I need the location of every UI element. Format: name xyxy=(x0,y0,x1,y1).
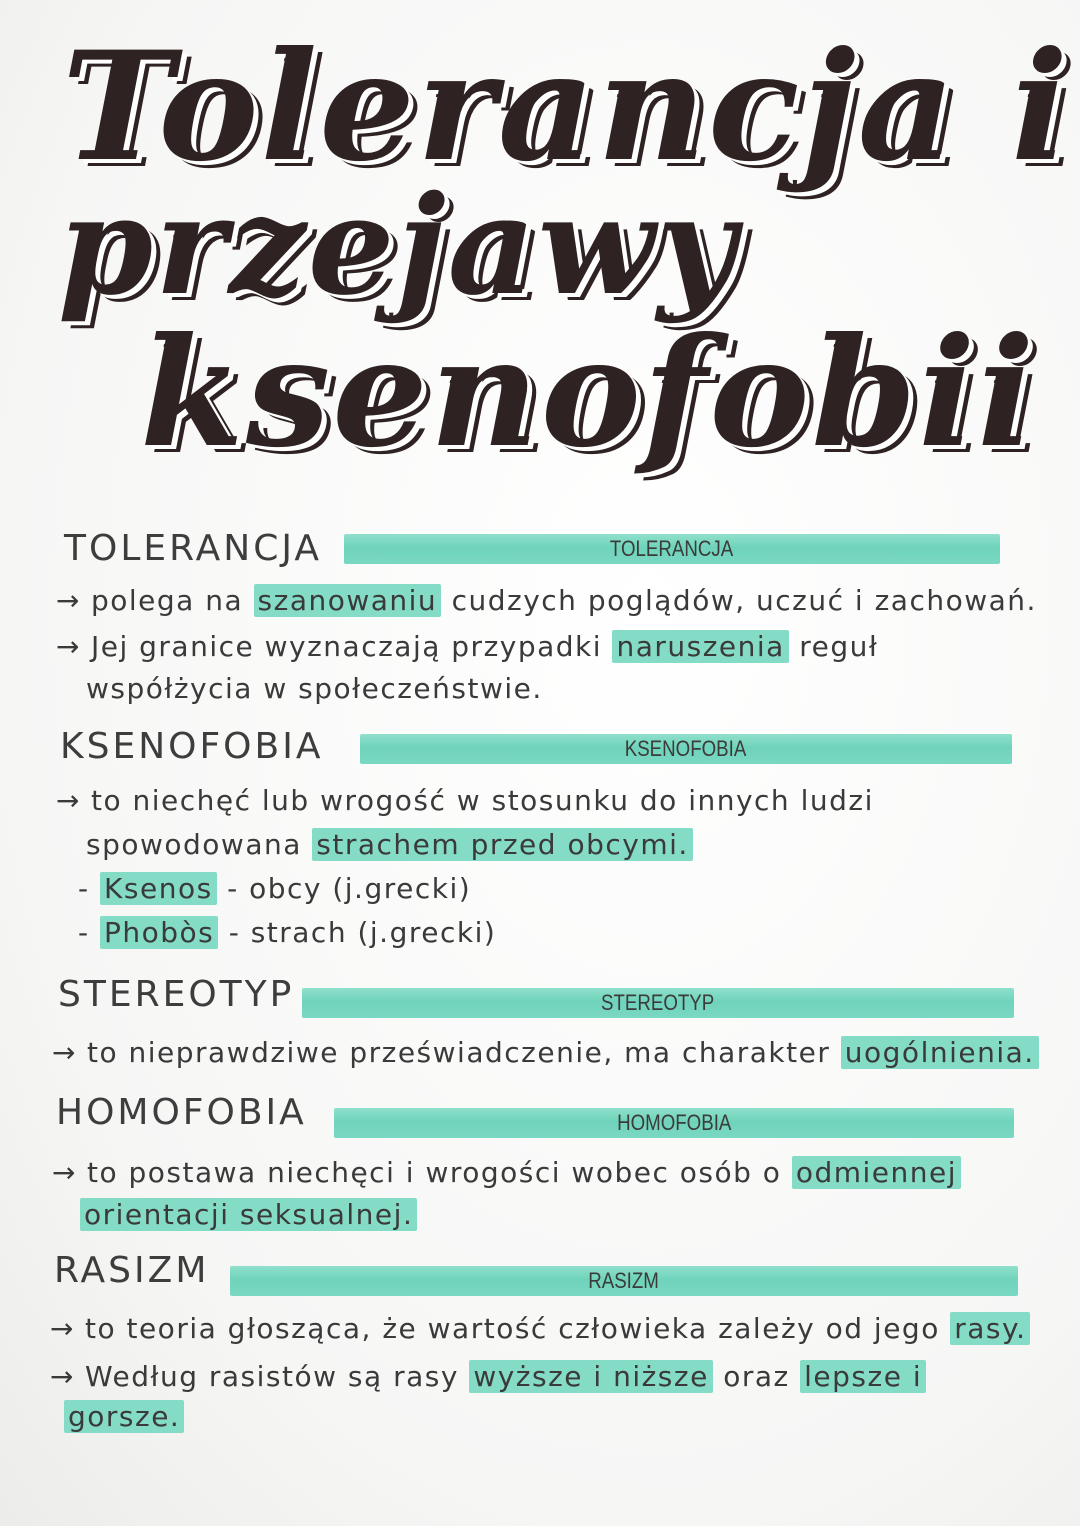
band-label-stereotyp: STEREOTYP xyxy=(601,990,715,1015)
ksenofobia-line-4 xyxy=(78,916,496,949)
arrow-icon: → xyxy=(56,784,81,817)
text: oraz xyxy=(723,1360,790,1393)
text: polega na xyxy=(90,584,244,617)
heading-tolerancja: TOLERANCJA xyxy=(64,528,322,569)
tolerancja-line-2 xyxy=(56,630,878,663)
highlight: gorsze. xyxy=(64,1400,184,1433)
title-line-2: przejawy xyxy=(58,166,738,326)
text: - obcy (j.grecki) xyxy=(227,872,472,905)
band-label-ksenofobia: KSENOFOBIA xyxy=(625,736,747,761)
dash: - xyxy=(78,916,90,949)
rasizm-line-2 xyxy=(50,1360,926,1393)
band-label-rasizm: RASIZM xyxy=(588,1268,660,1293)
highlight: naruszenia xyxy=(612,630,788,663)
highlight: lepsze i xyxy=(800,1360,926,1393)
rasizm-line-3 xyxy=(64,1400,184,1433)
homofobia-line-1 xyxy=(52,1156,961,1189)
arrow-icon: → xyxy=(56,630,81,663)
heading-ksenofobia: KSENOFOBIA xyxy=(60,726,324,767)
text: to teoria głosząca, że wartość człowieka zależy od jego xyxy=(84,1312,940,1345)
highlight: strachem przed obcymi. xyxy=(312,828,693,861)
highlight: rasy. xyxy=(950,1312,1030,1345)
band-label-homofobia: HOMOFOBIA xyxy=(616,1110,732,1135)
homofobia-line-2 xyxy=(80,1198,417,1231)
highlight: odmiennej xyxy=(792,1156,961,1189)
tolerancja-line-3: współżycia w społeczeństwie. xyxy=(86,672,543,705)
ksenofobia-line-2 xyxy=(86,828,693,861)
text: Jej granice wyznaczają przypadki xyxy=(90,630,603,663)
arrow-icon: → xyxy=(52,1036,77,1069)
text: cudzych poglądów, uczuć i zachowań. xyxy=(451,584,1037,617)
highlight: Ksenos xyxy=(100,872,217,905)
heading-stereotyp: STEREOTYP xyxy=(58,974,295,1015)
dash: - xyxy=(78,872,90,905)
title-line-1: Tolerancja i xyxy=(62,19,1071,195)
band-ksenofobia xyxy=(360,734,1012,764)
highlight: orientacji seksualnej. xyxy=(80,1198,417,1231)
heading-rasizm: RASIZM xyxy=(54,1250,210,1291)
text: to postawa niechęci i wrogości wobec osób o xyxy=(86,1156,782,1189)
rasizm-line-1 xyxy=(50,1312,1030,1345)
arrow-icon: → xyxy=(52,1156,77,1189)
text: spowodowana xyxy=(86,828,302,861)
ksenofobia-line-3 xyxy=(78,872,471,905)
band-stereotyp xyxy=(302,988,1014,1018)
text: Według rasistów są rasy xyxy=(84,1360,459,1393)
tolerancja-line-1 xyxy=(56,584,1037,617)
band-tolerancja xyxy=(344,534,1000,564)
title-line-3: ksenofobii xyxy=(140,305,1037,481)
stereotyp-line-1 xyxy=(52,1036,1039,1069)
text: to niechęć lub wrogość w stosunku do innych ludzi xyxy=(90,784,874,817)
band-homofobia xyxy=(334,1108,1014,1138)
highlight: szanowaniu xyxy=(254,584,442,617)
text: reguł xyxy=(799,630,879,663)
highlight: Phobòs xyxy=(100,916,218,949)
highlight: wyższe i niższe xyxy=(469,1360,713,1393)
ksenofobia-line-1 xyxy=(56,784,874,817)
band-rasizm xyxy=(230,1266,1018,1296)
text: - strach (j.grecki) xyxy=(228,916,497,949)
text: to nieprawdziwe przeświadczenie, ma charakter xyxy=(86,1036,831,1069)
arrow-icon: → xyxy=(50,1360,75,1393)
arrow-icon: → xyxy=(50,1312,75,1345)
band-label-tolerancja: TOLERANCJA xyxy=(610,536,734,561)
arrow-icon: → xyxy=(56,584,81,617)
heading-homofobia: HOMOFOBIA xyxy=(56,1092,307,1133)
highlight: uogólnienia. xyxy=(841,1036,1039,1069)
